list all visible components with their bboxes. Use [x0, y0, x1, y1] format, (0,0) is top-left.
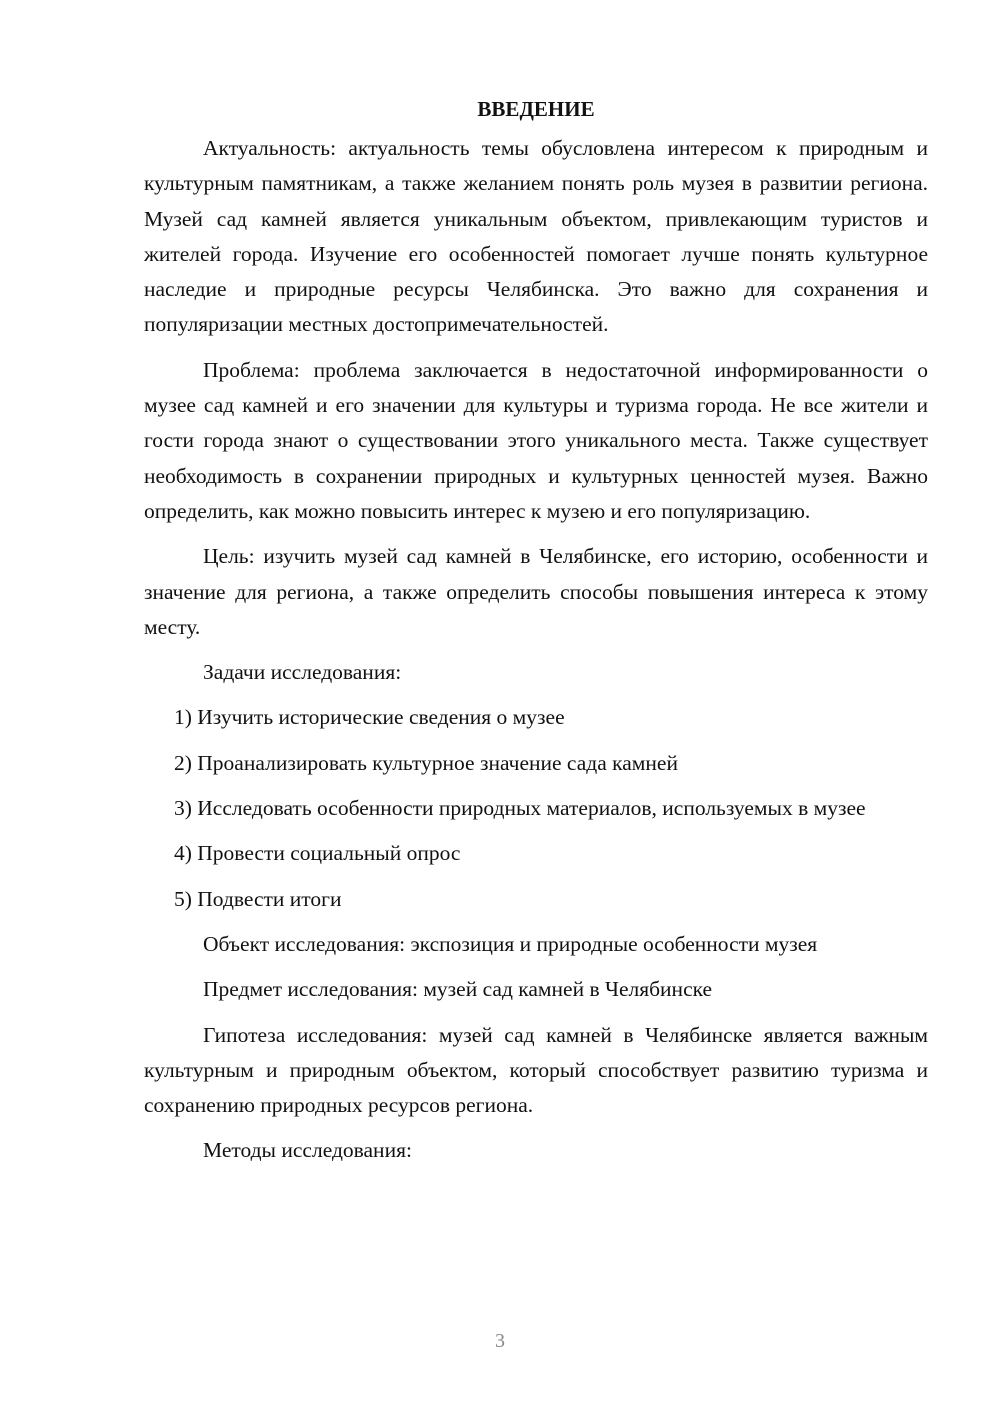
page-number: 3 — [495, 1330, 505, 1352]
paragraph-relevance: Актуальность: актуальность темы обусловлена интересом к природным и культурным памятникам, а также желанием понять роль музея в развитии региона. Музей сад камней является уникальным объектом, привлекающим туристов и жителей города. Изучение его особенностей помогает лучше понять культурное наследие и природные ресурсы Челябинска. Это важно для сохранения и популяризации местных достопримечательностей. — [144, 136, 928, 337]
methods-heading: Методы исследования: — [203, 1138, 412, 1163]
document-page — [144, 92, 928, 1179]
paragraph-hypothesis: Гипотеза исследования: музей сад камней в Челябинске является важным культурным и природным объектом, который способствует развитию туризма и сохранению природных ресурсов региона. — [144, 1022, 928, 1118]
paragraph-goal: Цель: изучить музей сад камней в Челябинске, его историю, особенности и значение для региона, а также определить способы повышения интереса к этому месту. — [144, 544, 928, 639]
paragraph-subject: Предмет исследования: музей сад камней в Челябинске — [203, 977, 713, 1002]
list-item: 5) Подвести итоги — [174, 886, 342, 911]
list-item: 3) Исследовать особенности природных материалов, используемых в музее — [174, 796, 866, 821]
list-item: 1) Изучить исторические сведения о музее — [174, 705, 565, 730]
tasks-list — [144, 700, 928, 916]
list-item: 4) Провести социальный опрос — [174, 841, 461, 866]
paragraph-object: Объект исследования: экспозиция и природные особенности музея — [203, 931, 818, 956]
list-item: 2) Проанализировать культурное значение сада камней — [174, 750, 678, 775]
document-title: ВВЕДЕНИЕ — [477, 97, 595, 121]
paragraph-problem: Проблема: проблема заключается в недостаточной информированности о музее сад камней и его значении для культуры и туризма города. Не все жители и гости города знают о существовании этого уникального места. Также существует необходимость в сохранении природных и культурных ценностей музея. Важно определить, как можно повысить интерес к музею и его популяризацию. — [144, 357, 928, 523]
tasks-heading: Задачи исследования: — [203, 660, 402, 685]
